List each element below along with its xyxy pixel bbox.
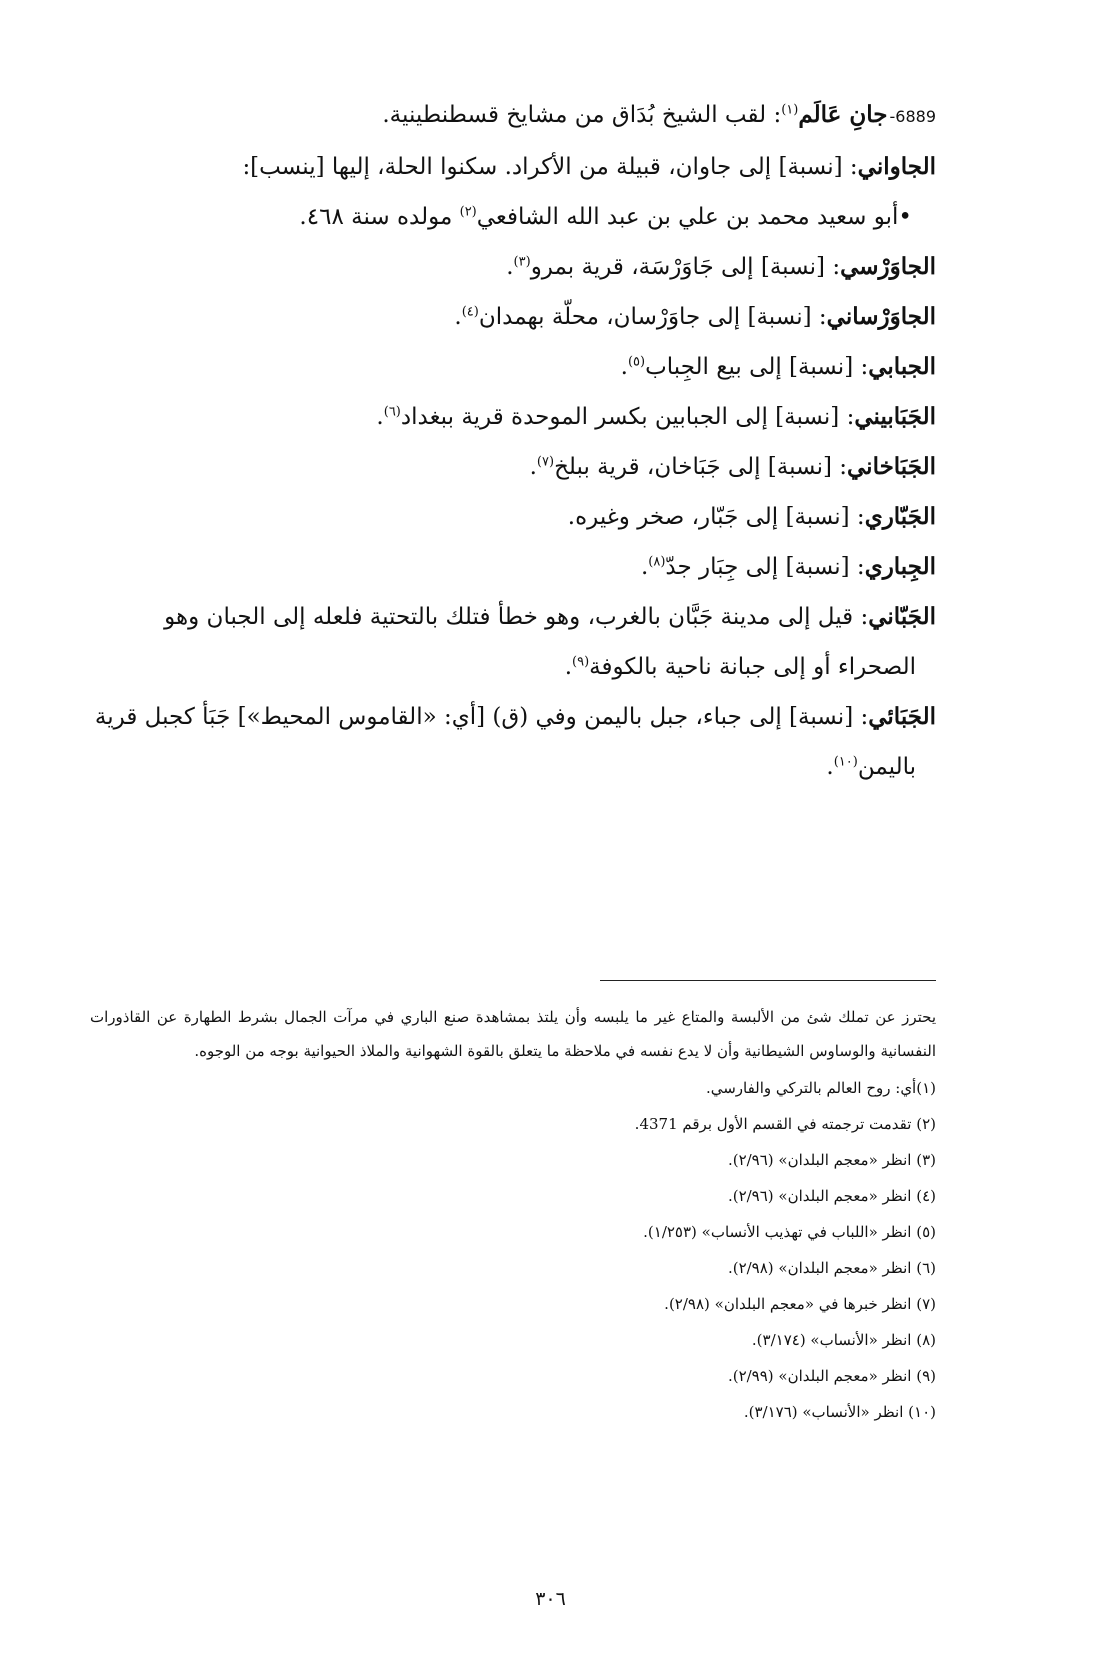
- bullet-marker: •: [898, 204, 912, 230]
- footnote-2: (٢) تقدمت ترجمته في القسم الأول برقم 4371.: [634, 1115, 936, 1133]
- entry-jabakhani: [90, 442, 936, 492]
- entry-text: : [نسبة] إلى جَاوَرْسَة، قرية بمرو: [530, 254, 841, 280]
- footnote-9: (٩) انظر «معجم البلدان» (٢/٩٩).: [727, 1367, 936, 1385]
- footnote-5: (٥) انظر «اللباب في تهذيب الأنساب» (١/٢٥٣).: [643, 1223, 936, 1241]
- entry-jawani: [90, 142, 936, 192]
- entry-tail: .: [376, 404, 384, 430]
- entry-continuation: [90, 642, 936, 692]
- entry-head: الجَبَابيني: [854, 403, 936, 430]
- footnote-marker: (٦): [383, 404, 401, 420]
- entry-head: جانِ عَالَم: [798, 101, 888, 128]
- entry-tail: .: [640, 554, 649, 580]
- footnote-marker: (٣): [513, 254, 531, 270]
- entry-tail: .: [620, 354, 628, 380]
- entry-head: الجاواني: [857, 153, 936, 180]
- entry-jabbani: [90, 592, 936, 692]
- entry-head: الجبابي: [868, 353, 936, 380]
- footnote-6: (٦) انظر «معجم البلدان» (٢/٩٨).: [727, 1259, 936, 1277]
- footnote-1: (١)أي: روح العالم بالتركي والفارسي.: [705, 1079, 936, 1097]
- footnote-marker: (٥): [627, 354, 646, 370]
- entry-text: : [نسبة] إلى جِبَار جدّ: [665, 554, 865, 580]
- footnote-marker: (٩): [572, 654, 590, 670]
- entry-text: : لقب الشيخ بُدَاق من مشايخ قسطنطينية.: [382, 102, 782, 128]
- footnote-7: (٧) انظر خبرها في «معجم البلدان» (٢/٩٨).: [664, 1295, 936, 1313]
- entry-jabbari: [90, 492, 936, 542]
- entry-tail: .: [564, 654, 573, 680]
- entry-jawarsani: [90, 292, 936, 342]
- entry-text: أبو سعيد محمد بن علي بن عبد الله الشافعي: [476, 204, 899, 230]
- entry-text: : [نسبة] إلى جَبّار، صخر وغيره.: [567, 504, 865, 530]
- footnote-marker: (١): [781, 102, 799, 118]
- entry-tail: مولده سنة ٤٦٨.: [299, 204, 460, 230]
- footnote-8: (٨) انظر «الأنساب» (٣/١٧٤).: [751, 1331, 936, 1349]
- entry-head: الجَبّاري: [864, 503, 936, 530]
- entry-cont-text: باليمن: [857, 754, 916, 780]
- entry-tail: .: [454, 304, 462, 330]
- footnote-intro: يحترز عن تملك شئ من الألبسة والمتاع غير ما يلبسه وأن يلتذ بمشاهدة صنع الباري في مرآت الجمال بشرط الطهارة عن القاذورات النفسانية والوساوس الشيطانية وأن لا يدع نفسه في ملاحظة ما يتعلق بالقوة الشهوانية والملاذ الحيوانية بوجه من الوجوه.: [90, 1008, 936, 1060]
- entry-text: : [نسبة] إلى جباء، جبل باليمن وفي (ق) [أي: «القاموس المحيط»] جَبَأ كجبل قرية: [94, 704, 869, 730]
- footnote-marker: (٤): [461, 304, 479, 320]
- entry-tail: .: [826, 754, 834, 780]
- footnote-separator: [600, 980, 936, 981]
- entry-jawarsi: [90, 242, 936, 292]
- entry-jababi: [90, 342, 936, 392]
- entry-head: الجاوَرْساني: [826, 303, 936, 330]
- entry-head: الجَبَائي: [868, 703, 936, 730]
- footnote-marker: (١٠): [833, 754, 858, 770]
- entry-tail: .: [506, 254, 514, 280]
- entry-jababini: [90, 392, 936, 442]
- footnote-3: (٣) انظر «معجم البلدان» (٢/٩٦).: [727, 1151, 936, 1169]
- page-number: ٣٠٦: [535, 1588, 566, 1610]
- entry-text: : قيل إلى مدينة جَبَّان بالغرب، وهو خطأ فتلك بالتحتية فلعله إلى الجبان وهو: [164, 604, 869, 630]
- entry-head: الجَبَاخاني: [847, 453, 936, 480]
- entry-continuation: [90, 742, 936, 792]
- entry-number: 6889-: [889, 107, 936, 126]
- footnote-marker: (٧): [536, 454, 555, 470]
- entry-tail: .: [529, 454, 537, 480]
- entry-head: الجاوَرْسي: [840, 253, 936, 280]
- entry-text: : [نسبة] إلى جاوَرْسان، محلّة بهمدان: [478, 304, 827, 330]
- entry-jabai: [90, 692, 936, 792]
- footnote-marker: (٨): [648, 554, 666, 570]
- entry-head: الجَبّاني: [868, 603, 936, 630]
- entry-text: : [نسبة] إلى الجبابين بكسر الموحدة قرية ببغداد: [400, 404, 855, 430]
- entry-jan-alam: [90, 90, 936, 142]
- entry-jibari: [90, 542, 936, 592]
- main-text: [90, 90, 936, 792]
- entry-text: : [نسبة] إلى جَبَاخان، قرية ببلخ: [554, 454, 847, 480]
- entry-head: الجِباري: [864, 553, 936, 580]
- entry-text: : [نسبة] إلى بيع الجِباب: [645, 354, 869, 380]
- entry-abu-said: [90, 192, 936, 242]
- footnotes-section: [90, 1000, 936, 1430]
- footnote-10: (١٠) انظر «الأنساب» (٣/١٧٦).: [743, 1403, 936, 1421]
- footnote-marker: (٢): [459, 204, 477, 220]
- footnote-4: (٤) انظر «معجم البلدان» (٢/٩٦).: [727, 1187, 936, 1205]
- entry-cont-text: الصحراء أو إلى جبانة ناحية بالكوفة: [589, 654, 916, 680]
- entry-text: : [نسبة] إلى جاوان، قبيلة من الأكراد. سكنوا الحلة، إليها [ينسب]:: [242, 154, 858, 180]
